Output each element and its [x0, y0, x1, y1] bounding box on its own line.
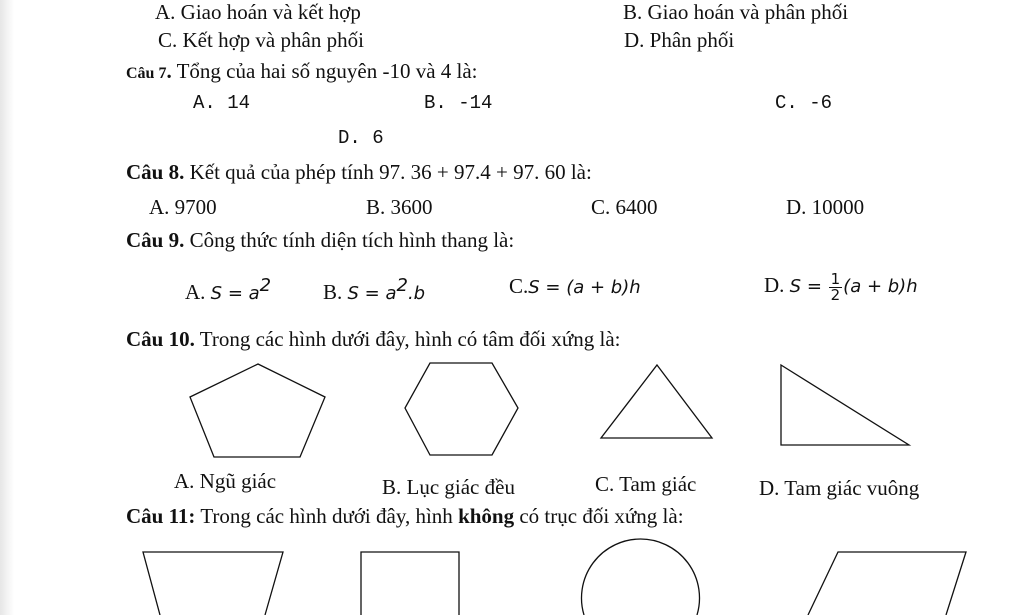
q10-option-b: B. Lục giác đều	[382, 475, 515, 499]
question-11-text-pre: Trong các hình dưới đây, hình	[200, 504, 453, 528]
q9-option-d-label: D.	[764, 273, 785, 297]
triangle-figure	[601, 365, 712, 438]
question-8-text: Kết quả của phép tính 97. 36 + 97.4 + 97. 60 là:	[189, 160, 592, 184]
q8-option-b: B. 3600	[366, 195, 433, 219]
q9-option-c-formula: S = (a + b)h	[528, 277, 641, 298]
question-7-separator: .	[166, 59, 172, 83]
q8-option-c: C. 6400	[591, 195, 658, 219]
pentagon-figure	[190, 364, 325, 457]
q10-option-a: A. Ngũ giác	[174, 469, 277, 493]
question-9-number: Câu 9.	[126, 228, 185, 252]
hexagon-figure	[405, 363, 518, 455]
q7-option-c: C. -6	[775, 92, 833, 114]
question-8-number: Câu 8.	[126, 160, 185, 184]
question-11-number: Câu 11:	[126, 504, 196, 528]
q9-option-d-pre: S =	[789, 276, 828, 297]
fraction-denominator: 2	[830, 285, 841, 304]
question-11-emphasis: không	[458, 504, 515, 528]
question-9-text: Công thức tính diện tích hình thang là:	[189, 228, 515, 252]
question-10-number: Câu 10.	[126, 327, 195, 351]
trapezoid-figure	[143, 552, 283, 615]
question-7-text: Tổng của hai số nguyên -10 và 4 là:	[176, 59, 478, 83]
q7-option-a: A. 14	[193, 92, 251, 114]
question-11-text-post: có trục đối xứng là:	[519, 504, 684, 528]
parallelogram-figure	[808, 552, 966, 615]
q10-option-d: D. Tam giác vuông	[759, 476, 920, 500]
q9-option-a-exponent: 2	[259, 275, 272, 296]
question-7-number: Câu 7	[126, 65, 167, 82]
option-c-ket-hop-phan-phoi: C. Kết hợp và phân phối	[158, 28, 364, 52]
q9-option-b-exponent: 2	[396, 275, 408, 296]
q9-option-b-label: B.	[323, 280, 343, 304]
q9-option-c-label: C.	[509, 274, 529, 298]
q9-option-b-tail: .b	[407, 283, 426, 304]
circle-figure	[582, 539, 700, 615]
q9-option-b-formula: S = a	[347, 283, 397, 304]
fraction-numerator: 1	[830, 269, 841, 288]
q7-option-b: B. -14	[424, 92, 493, 114]
option-d-phan-phoi: D. Phân phối	[624, 28, 735, 52]
q9-option-a-formula: S = a	[210, 283, 260, 304]
option-a-giao-hoan-ket-hop: A. Giao hoán và kết hợp	[155, 0, 361, 24]
question-10-text: Trong các hình dưới đây, hình có tâm đối xứng là:	[199, 327, 621, 351]
right-triangle-figure	[781, 365, 909, 445]
q9-option-d-tail: (a + b)h	[843, 276, 918, 297]
q8-option-d: D. 10000	[786, 195, 865, 219]
option-b-giao-hoan-phan-phoi: B. Giao hoán và phân phối	[623, 0, 849, 24]
q8-option-a: A. 9700	[149, 195, 217, 219]
q7-option-d: D. 6	[338, 127, 384, 149]
question-11	[126, 504, 684, 528]
rectangle-figure	[361, 552, 459, 615]
q9-option-a-label: A.	[185, 280, 206, 304]
q10-option-c: C. Tam giác	[595, 472, 697, 496]
